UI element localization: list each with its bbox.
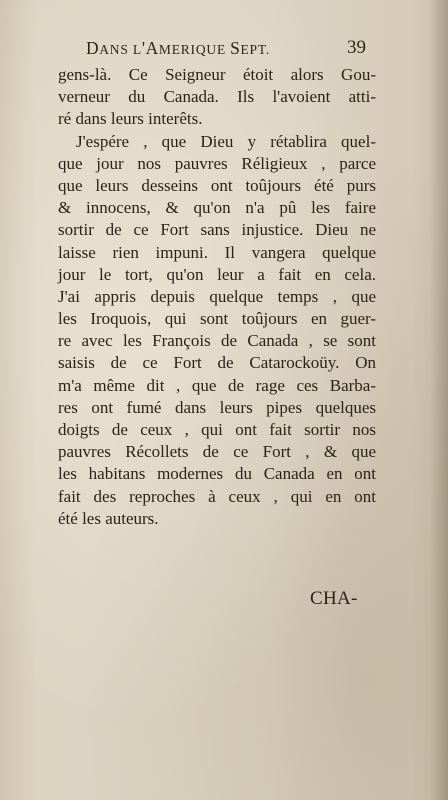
page-number: 39	[347, 37, 366, 58]
running-head-part-3: MERIQUE	[158, 42, 231, 57]
text-line: laisse rien impuni. Il vangera quelque	[58, 242, 376, 262]
text-line: été les auteurs.	[58, 508, 159, 528]
text-line: les Iroquois, qui sont toûjours en guer-	[58, 309, 376, 329]
running-head-part-5: EPT.	[240, 42, 271, 57]
text-line: fait des reproches à ceux , qui en ont	[58, 486, 376, 506]
text-line: que jour nos pauvres Réligieux , parce	[58, 153, 376, 173]
text-line: jour le tort, qu'on leur a fait en cela.	[58, 264, 376, 284]
text-line: sortir de ce Fort sans injustice. Dieu ne	[58, 220, 376, 240]
text-line: J'ai appris depuis quelque temps , que	[58, 286, 376, 306]
text-line: J'espére , que Dieu y rétablira quel-	[76, 131, 376, 151]
text-line: ré dans leurs interêts.	[58, 109, 203, 129]
text-line: m'a même dit , que de rage ces Barba-	[58, 375, 376, 395]
bleed-through-text	[170, 548, 430, 638]
text-line: saisis de ce Fort de Catarockoüy. On	[58, 353, 376, 373]
running-head-initial: D	[86, 38, 100, 58]
text-line: que leurs desseins ont toûjours été purs	[58, 175, 376, 195]
running-head-part-4: S	[230, 38, 241, 58]
text-line: res ont fumé dans leurs pipes quelques	[58, 397, 376, 417]
text-line: les habitans modernes du Canada en ont	[58, 464, 376, 484]
text-line: re avec les François de Canada , se sont	[58, 331, 376, 351]
catchword: CHA-	[310, 588, 358, 609]
text-line: gens-là. Ce Seigneur étoit alors Gou-	[58, 65, 376, 84]
page-edge-shadow	[430, 0, 448, 800]
running-head-part-1: ANS L	[99, 42, 142, 57]
text-line: doigts de ceux , qui ont fait sortir nos	[58, 420, 376, 439]
text-line: pauvres Récollets de ce Fort , & que	[58, 442, 376, 462]
running-head-part-2: 'A	[141, 38, 159, 58]
text-line: & innocens, & qu'on n'a pû les faire	[58, 198, 376, 218]
text-line: verneur du Canada. Ils l'avoient atti-	[58, 87, 376, 107]
running-head	[86, 38, 270, 59]
body-text	[58, 64, 376, 530]
